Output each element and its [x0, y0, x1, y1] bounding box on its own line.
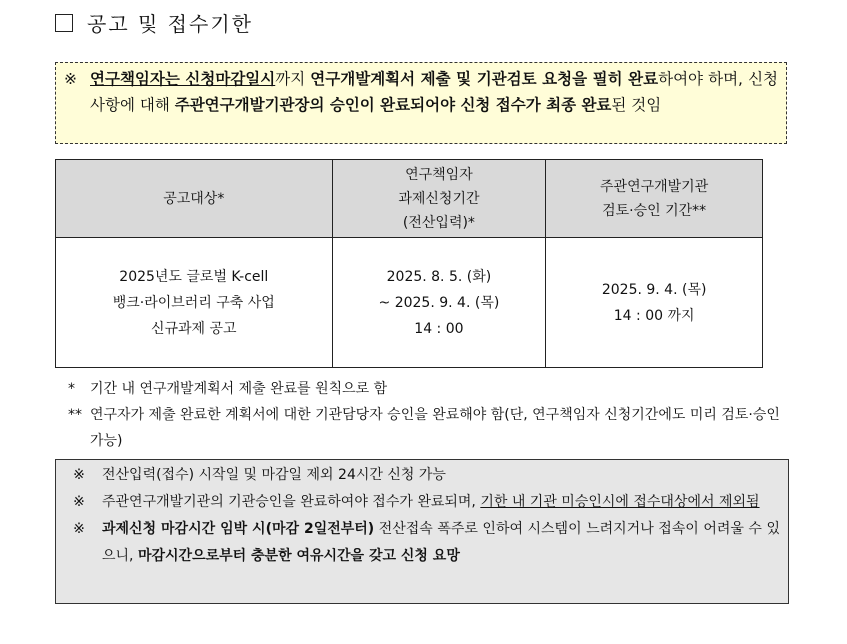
cell-review-period: 2025. 9. 4. (목) 14 : 00 까지	[546, 238, 763, 368]
note-item-1: ※ 전산입력(접수) 시작일 및 마감일 제외 24시간 신청 가능	[73, 467, 446, 483]
footnote-1: * 기간 내 연구개발계획서 제출 완료를 원칙으로 함	[68, 381, 388, 397]
notice-box	[55, 62, 787, 144]
notice-seg-4: 하여야 하며, 신청사항에 대해	[90, 70, 779, 114]
header-review-period: 주관연구개발기관 검토·승인 기간**	[546, 160, 763, 238]
cell-target: 2025년도 글로벌 K-cell 뱅크·라이브러리 구축 사업 신규과제 공고	[56, 238, 333, 368]
header-target: 공고대상*	[56, 160, 333, 238]
section-heading-text: 공고 및 접수기한	[87, 12, 253, 36]
footnote-2: ** 연구자가 제출 완료한 계획서에 대한 기관담당자 승인을 완료해야 함(단, 연구책임자 신청기간에도 미리 검토·승인 가능)	[68, 407, 780, 449]
note-item-2: ※ 주관연구개발기관의 기관승인을 완료하여야 접수가 완료되며, 기한 내 기관 미승인시에 접수대상에서 제외됨	[73, 494, 760, 510]
notice-seg-2: 까지	[275, 70, 311, 88]
notes-box	[55, 459, 789, 604]
notice-text	[90, 66, 778, 118]
schedule-table	[55, 159, 763, 368]
checkbox-square-icon	[55, 14, 73, 32]
cell-application-period: 2025. 8. 5. (화) ~ 2025. 9. 4. (목) 14 : 00	[332, 238, 546, 368]
note-item-3: ※ 과제신청 마감시간 임박 시(마감 2일전부터) 전산접속 폭주로 인하여 시스템이 느려지거나 접속이 어려울 수 있으니, 마감시간으로부터 충분한 여유시간을 갖고 신청 요망	[73, 521, 780, 564]
notice-mark: ※	[64, 70, 77, 88]
footnotes	[68, 376, 788, 454]
notice-seg-5: 주관연구개발기관장의 승인이 완료되어야 신청 접수가 최종 완료	[174, 96, 612, 114]
table-row	[56, 238, 763, 368]
section-heading	[55, 8, 253, 37]
table-header-row	[56, 160, 763, 238]
notice-seg-6: 된 것임	[611, 96, 662, 114]
header-application-period: 연구책임자 과제신청기간 (전산입력)*	[332, 160, 546, 238]
notice-seg-3: 연구개발계획서 제출 및 기관검토 요청을 필히 완료	[310, 70, 659, 88]
notice-seg-1: 연구책임자는 신청마감일시	[90, 70, 276, 88]
